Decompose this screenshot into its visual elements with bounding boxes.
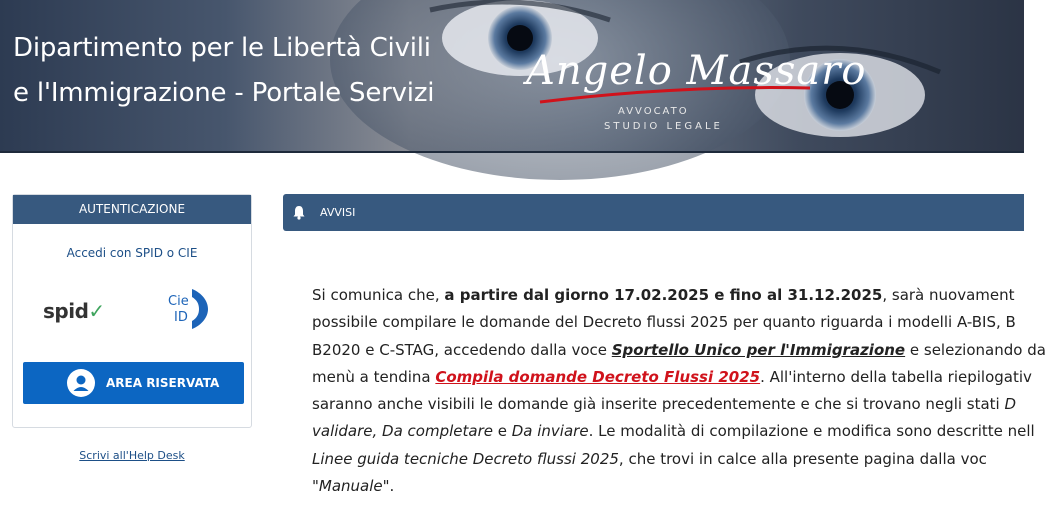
notices-header [283,194,1024,231]
notice-italic-span: Da inviare [511,422,589,441]
notice-text-span: Si comunica che, [312,286,445,304]
cie-id-logo[interactable] [166,287,210,331]
notice-italic-span: Manuale [318,477,383,496]
notice-text-span: . All'interno della tabella riepilogativ [760,367,1032,386]
logo-name: Angelo Massaro [526,48,867,94]
site-title-line-2: e l'Immigrazione - Portale Servizi [13,78,435,108]
sportello-unico-link[interactable]: Sportello Unico per l'Immigrazione [611,340,906,359]
notice-italic-span: validare, Da completare [312,422,493,441]
notice-text-span: , sarà nuovament [882,286,1015,304]
notice-line [312,337,1052,364]
area-riservata-label: AREA RISERVATA [106,376,220,390]
notice-text-span: saranno anche visibili le domande già inserite precedentemente e che si trovano negli stati [312,395,1005,414]
spid-logo[interactable] [43,299,105,323]
notice-text-span: menù a tendina [312,367,436,386]
header-banner [0,0,1024,153]
notice-line [312,309,1052,336]
notice-text-span: " [312,477,319,496]
area-riservata-button[interactable] [23,362,244,404]
bell-icon [292,205,306,220]
notice-text-span: . Le modalità di compilazione e modifica sono descritte nell [588,422,1035,441]
notice-line [312,391,1052,418]
notice-italic-span: D [1004,395,1017,414]
site-title [13,26,434,116]
notice-text [312,282,1052,500]
helpdesk-link[interactable]: Scrivi all'Help Desk [79,449,185,462]
notice-date-range: a partire dal giorno 17.02.2025 e fino al 31.12.2025 [444,286,883,304]
user-icon [67,369,95,397]
notice-italic-span: Linee guida tecniche Decreto flussi 2025 [312,449,619,468]
notices-heading: AVVISI [320,206,356,219]
notice-text-span: possibile compilare le domande del Decreto flussi 2025 per quanto riguarda i modelli A-BIS, B [312,313,1016,332]
site-title-line-1: Dipartimento per le Libertà Civili [13,33,431,63]
notice-text-span: ". [382,477,395,496]
notice-text-span: e [492,422,512,441]
notice-line [312,446,1052,473]
logo-subtitle-2: STUDIO LEGALE [604,121,723,132]
notice-line [312,364,1052,391]
auth-panel [12,194,252,428]
notice-line [312,282,1052,309]
logo-subtitle-1: AVVOCATO [618,106,689,117]
notice-line [312,473,1052,500]
cie-label-bottom: ID [174,310,188,325]
spid-check-icon: ✓ [88,299,105,323]
notice-text-span: B2020 e C-STAG, accedendo dalla voce [312,340,612,359]
auth-subtitle: Accedi con SPID o CIE [66,246,198,260]
notice-line [312,418,1052,445]
spid-logo-text: spid [43,299,89,323]
compila-domande-link[interactable]: Compila domande Decreto Flussi 2025 [435,367,761,386]
notice-text-span: , che trovi in calce alla presente pagina dalla voc [618,449,987,468]
cie-label-top: Cie [168,294,189,309]
auth-panel-heading: AUTENTICAZIONE [13,195,251,224]
notice-text-span: e selezionando da [905,340,1046,359]
law-firm-logo [520,40,867,140]
